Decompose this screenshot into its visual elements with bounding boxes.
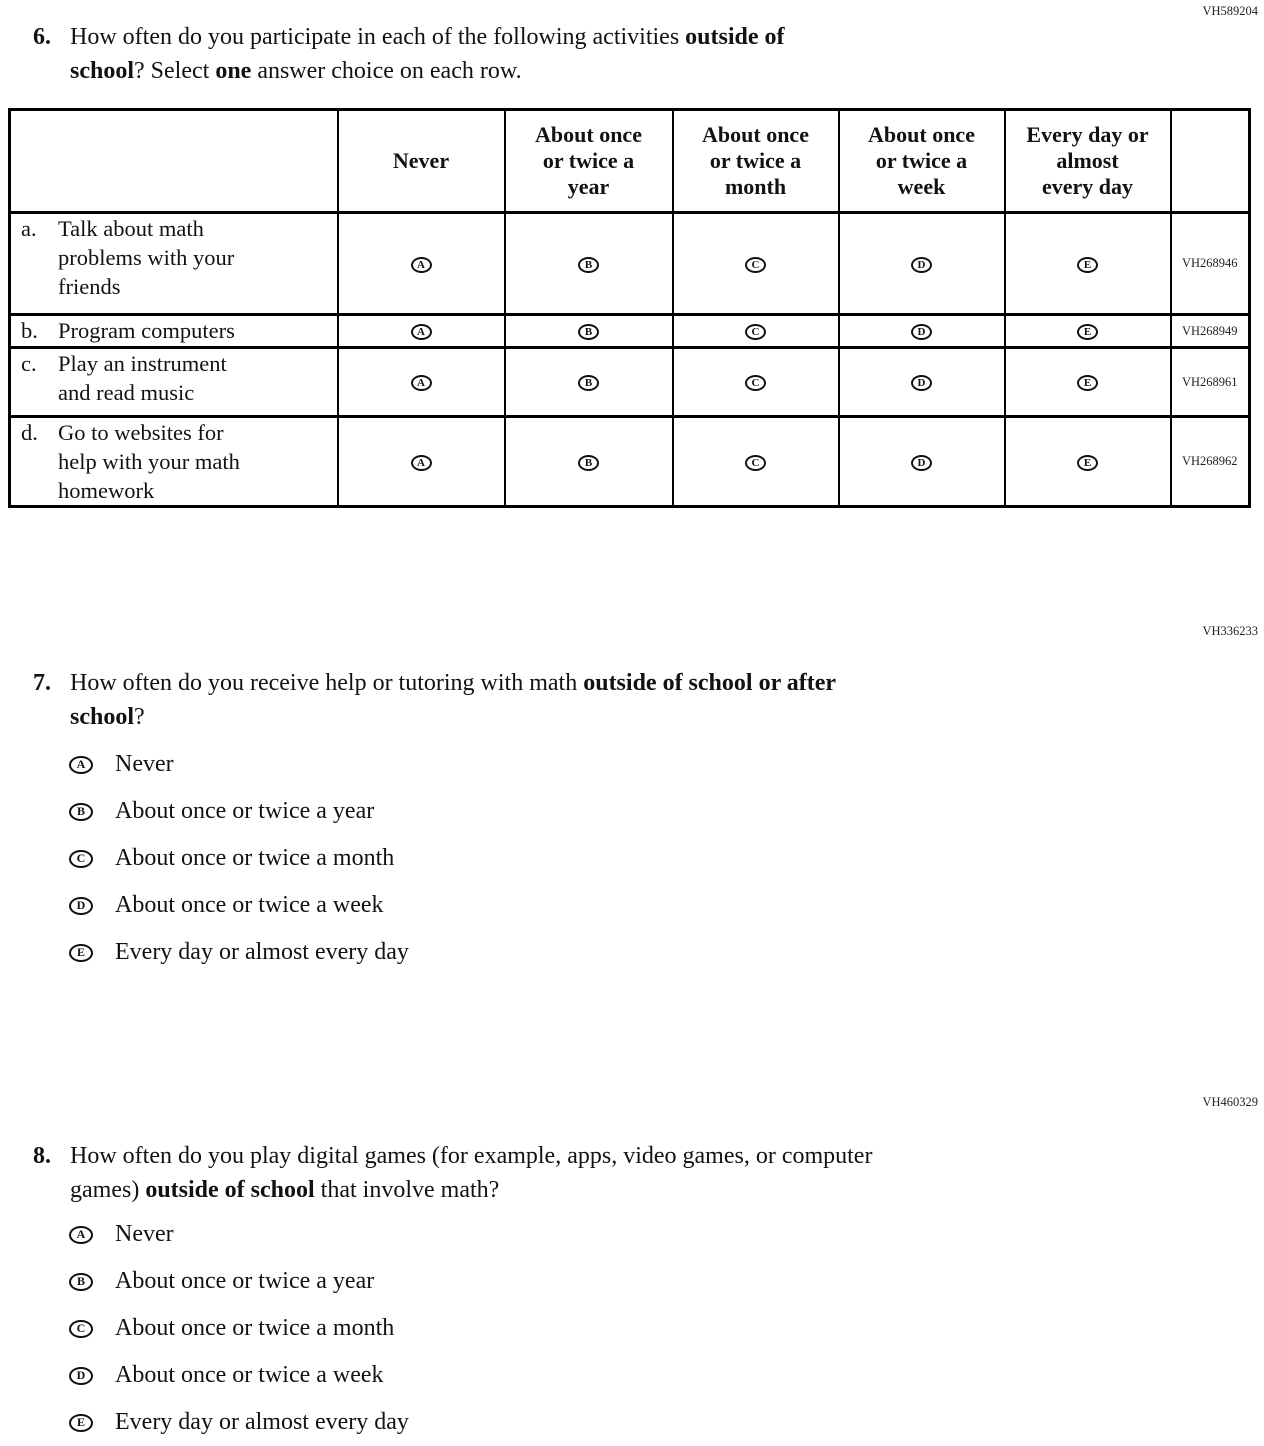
- bubble-d-week[interactable]: D: [911, 455, 932, 471]
- answer-cell: [1005, 348, 1171, 417]
- question-6: [0, 20, 1264, 88]
- answer-cell: [673, 348, 839, 417]
- answer-cell: [338, 417, 505, 507]
- column-header-line: every day: [1041, 174, 1134, 199]
- row-label-text: Talk about math problems with your friends: [58, 216, 235, 299]
- option-label: Never: [115, 1221, 174, 1247]
- table-corner-cell: [10, 110, 338, 213]
- column-header-line: year: [567, 174, 610, 199]
- answer-option-row: [0, 929, 1264, 976]
- answer-cell: [505, 417, 673, 507]
- bubble-d-never[interactable]: A: [411, 455, 432, 471]
- question-6-text-bold: school: [70, 58, 135, 84]
- column-header-line: Never: [392, 148, 450, 173]
- column-header-line: About once: [702, 122, 809, 147]
- bubble-c-everyday[interactable]: E: [1077, 375, 1098, 391]
- q7-option-d-bubble[interactable]: D: [69, 897, 93, 915]
- answer-cell: [338, 348, 505, 417]
- answer-option-row: [0, 1258, 1264, 1305]
- table-row-play-instrument: [10, 348, 1250, 417]
- column-header-once-twice-week: [839, 110, 1005, 213]
- answer-cell: [505, 348, 673, 417]
- question-6-text-bold: one: [215, 58, 252, 84]
- column-header-line: Every day or: [1026, 122, 1149, 147]
- row-label: [10, 315, 338, 348]
- bubble-d-month[interactable]: C: [745, 455, 766, 471]
- answer-cell: [505, 213, 673, 315]
- column-header-every-day: [1005, 110, 1171, 213]
- question-8-accession-code: VH460329: [1202, 1095, 1258, 1109]
- activities-frequency-table: [8, 108, 1251, 508]
- table-row-program-computers: [10, 315, 1250, 348]
- bubble-a-never[interactable]: A: [411, 257, 432, 273]
- option-label: About once or twice a year: [115, 798, 375, 824]
- q8-option-a-bubble[interactable]: A: [69, 1226, 93, 1244]
- option-label: About once or twice a year: [115, 1268, 375, 1294]
- bubble-b-week[interactable]: D: [911, 324, 932, 340]
- question-6-text: [70, 20, 1130, 88]
- survey-page: [0, 4, 1264, 1446]
- answer-cell: [673, 315, 839, 348]
- option-label: About once or twice a month: [115, 1315, 395, 1341]
- answer-option-row: [0, 1305, 1264, 1352]
- row-accession-code: VH268961: [1171, 348, 1250, 417]
- row-accession-code: VH268946: [1171, 213, 1250, 315]
- answer-option-row: [0, 1352, 1264, 1399]
- row-label-text: Program computers: [58, 318, 235, 343]
- answer-option-row: [0, 882, 1264, 929]
- answer-option-row: [0, 1211, 1264, 1258]
- table-row-go-to-websites: [10, 417, 1250, 507]
- question-7-accession-code: VH336233: [1202, 624, 1258, 638]
- q7-option-e-bubble[interactable]: E: [69, 944, 93, 962]
- question-8-text-part: How often do you play digital games (for example, apps, video games, or computer: [70, 1143, 873, 1169]
- question-6-text-part: answer choice on each row.: [251, 58, 522, 84]
- bubble-b-month[interactable]: C: [745, 324, 766, 340]
- option-label: About once or twice a month: [115, 845, 395, 871]
- answer-cell: [839, 213, 1005, 315]
- question-6-text-part: ? Select: [134, 58, 216, 84]
- table-row-talk-about-math: [10, 213, 1250, 315]
- row-label: [10, 417, 338, 507]
- answer-cell: [338, 213, 505, 315]
- question-8: [0, 1139, 1264, 1207]
- bubble-b-year[interactable]: B: [578, 324, 599, 340]
- question-7-text-bold: outside of school or after: [583, 670, 837, 696]
- column-header-line: About once: [868, 122, 975, 147]
- q7-option-c-bubble[interactable]: C: [69, 850, 93, 868]
- answer-cell: [673, 213, 839, 315]
- answer-cell: [839, 348, 1005, 417]
- column-header-line: About once: [535, 122, 642, 147]
- option-label: About once or twice a week: [115, 892, 384, 918]
- bubble-b-everyday[interactable]: E: [1077, 324, 1098, 340]
- row-letter: c.: [21, 351, 37, 376]
- bubble-c-month[interactable]: C: [745, 375, 766, 391]
- answer-option-row: [0, 741, 1264, 788]
- q7-option-a-bubble[interactable]: A: [69, 756, 93, 774]
- bubble-b-never[interactable]: A: [411, 324, 432, 340]
- column-header-line: or twice a: [709, 148, 802, 173]
- bubble-d-year[interactable]: B: [578, 455, 599, 471]
- q8-option-e-bubble[interactable]: E: [69, 1414, 93, 1432]
- bubble-d-everyday[interactable]: E: [1077, 455, 1098, 471]
- bubble-c-week[interactable]: D: [911, 375, 932, 391]
- question-8-text: [70, 1139, 1130, 1207]
- answer-cell: [839, 417, 1005, 507]
- bubble-a-week[interactable]: D: [911, 257, 932, 273]
- row-label-text: Play an instrument and read music: [58, 351, 227, 405]
- table-header-row: [10, 110, 1250, 213]
- question-7: [0, 666, 1264, 734]
- question-7-text-bold: school: [70, 704, 135, 730]
- option-label: Every day or almost every day: [115, 939, 409, 965]
- question-7-text: [70, 666, 1130, 734]
- column-header-line: or twice a: [875, 148, 968, 173]
- question-8-text-bold: outside of school: [145, 1177, 315, 1203]
- question-6-text-bold: outside of: [685, 24, 785, 50]
- question-8-text-part: that involve math?: [314, 1177, 500, 1203]
- column-header-line: or twice a: [542, 148, 635, 173]
- q8-option-d-bubble[interactable]: D: [69, 1367, 93, 1385]
- question-6-accession-code: VH589204: [1202, 4, 1258, 18]
- row-label-text: Go to websites for help with your math homework: [58, 420, 240, 503]
- question-7-options: [0, 741, 1264, 976]
- answer-option-row: [0, 788, 1264, 835]
- column-header-never: [338, 110, 505, 213]
- question-8-text-part: games): [70, 1177, 146, 1203]
- option-label: About once or twice a week: [115, 1362, 384, 1388]
- row-accession-code: VH268949: [1171, 315, 1250, 348]
- question-8-number: 8.: [33, 1143, 51, 1169]
- column-header-line: month: [724, 174, 787, 199]
- q7-option-b-bubble[interactable]: B: [69, 803, 93, 821]
- q8-option-b-bubble[interactable]: B: [69, 1273, 93, 1291]
- answer-cell: [338, 315, 505, 348]
- row-label: [10, 213, 338, 315]
- answer-cell: [673, 417, 839, 507]
- question-7-text-part: How often do you receive help or tutoring with math: [70, 670, 584, 696]
- row-letter: b.: [21, 318, 38, 343]
- answer-cell: [1005, 417, 1171, 507]
- question-7-text-part: ?: [134, 704, 145, 730]
- question-6-text-part: How often do you participate in each of the following activities: [70, 24, 686, 50]
- row-letter: d.: [21, 420, 38, 445]
- bubble-a-month[interactable]: C: [745, 257, 766, 273]
- answer-cell: [1005, 315, 1171, 348]
- row-letter: a.: [21, 216, 37, 241]
- answer-cell: [839, 315, 1005, 348]
- question-7-number: 7.: [33, 670, 51, 696]
- option-label: Never: [115, 751, 174, 777]
- row-accession-code: VH268962: [1171, 417, 1250, 507]
- bubble-a-year[interactable]: B: [578, 257, 599, 273]
- column-header-line: week: [897, 174, 946, 199]
- option-label: Every day or almost every day: [115, 1409, 409, 1435]
- q8-option-c-bubble[interactable]: C: [69, 1320, 93, 1338]
- answer-option-row: [0, 835, 1264, 882]
- bubble-c-year[interactable]: B: [578, 375, 599, 391]
- question-8-options: [0, 1211, 1264, 1446]
- answer-cell: [505, 315, 673, 348]
- row-label: [10, 348, 338, 417]
- question-6-number: 6.: [33, 24, 51, 50]
- column-header-line: almost: [1056, 148, 1119, 173]
- code-column-header: [1171, 110, 1250, 213]
- column-header-once-twice-month: [673, 110, 839, 213]
- bubble-c-never[interactable]: A: [411, 375, 432, 391]
- bubble-a-everyday[interactable]: E: [1077, 257, 1098, 273]
- column-header-once-twice-year: [505, 110, 673, 213]
- answer-cell: [1005, 213, 1171, 315]
